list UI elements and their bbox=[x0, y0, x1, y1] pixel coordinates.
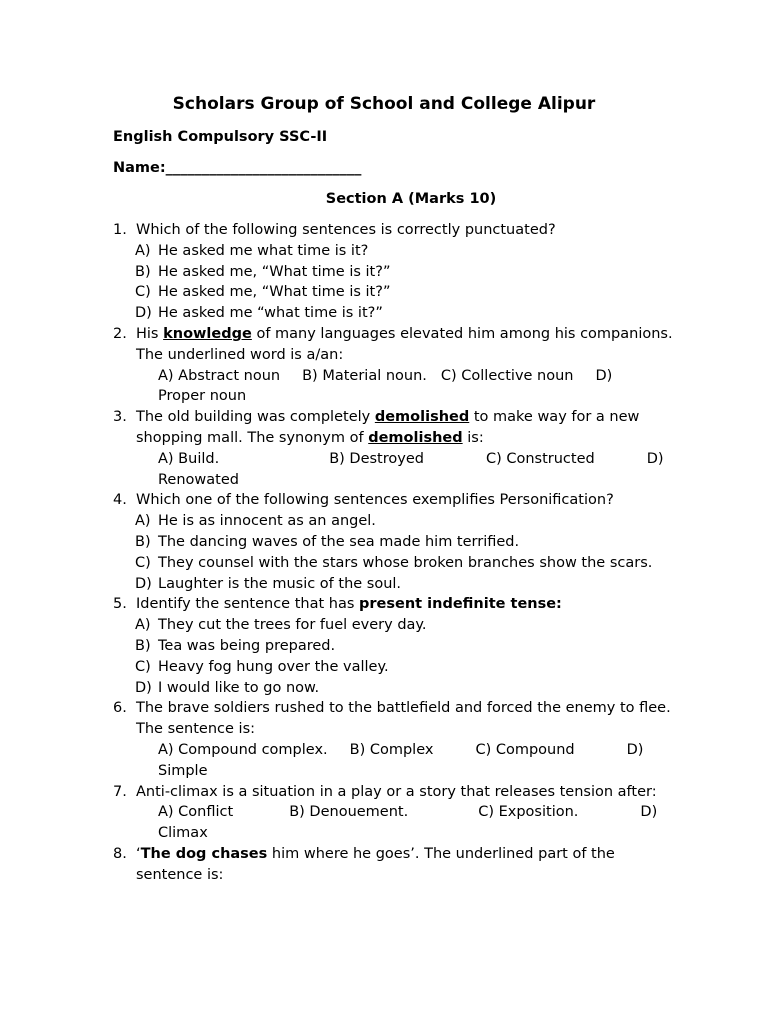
question-number: 4. bbox=[113, 492, 127, 509]
question-1 bbox=[113, 220, 683, 241]
option-b: B) Material noun. bbox=[302, 367, 427, 384]
subject-heading: English Compulsory SSC-II bbox=[113, 129, 328, 145]
option-d: D) bbox=[595, 367, 613, 384]
question-text-post: of many languages elevated him among his companions. The underlined word is a/an: bbox=[136, 325, 673, 363]
option-d-text: Renowated bbox=[158, 471, 239, 488]
option-letter: C) bbox=[135, 658, 151, 675]
question-7 bbox=[113, 782, 683, 803]
open-quote: ‘ bbox=[136, 845, 141, 862]
question-3 bbox=[113, 407, 683, 449]
option-letter: B) bbox=[135, 263, 151, 280]
option-d bbox=[135, 678, 683, 699]
option-a bbox=[135, 511, 683, 532]
school-title: Scholars Group of School and College Alipur bbox=[172, 94, 596, 114]
question-number: 2. bbox=[113, 325, 127, 342]
option-d bbox=[135, 574, 683, 595]
option-b: B) Denouement. bbox=[289, 804, 409, 821]
bold-phrase: The dog chases bbox=[140, 845, 268, 862]
name-label: Name: bbox=[113, 160, 166, 176]
option-letter: C) bbox=[135, 554, 151, 571]
question-number: 6. bbox=[113, 700, 127, 717]
options-q2 bbox=[135, 366, 683, 408]
options-q4 bbox=[135, 511, 683, 594]
option-text: Laughter is the music of the soul. bbox=[158, 575, 402, 592]
option-c bbox=[135, 282, 683, 303]
option-text: He asked me, “What time is it?” bbox=[158, 284, 391, 301]
option-c: C) Constructed bbox=[485, 450, 595, 467]
option-b: B) Complex bbox=[349, 741, 434, 758]
option-letter: D) bbox=[135, 305, 152, 322]
question-text: The brave soldiers rushed to the battlefield and forced the enemy to flee. The sentence is: bbox=[136, 700, 671, 738]
options-q7 bbox=[135, 802, 683, 844]
option-letter: B) bbox=[135, 533, 151, 550]
option-letter: A) bbox=[135, 617, 151, 634]
option-letter: D) bbox=[135, 679, 152, 696]
question-text: Anti-climax is a situation in a play or a story that releases tension after: bbox=[136, 783, 657, 800]
option-a: A) Compound complex. bbox=[158, 741, 328, 758]
options-q5 bbox=[135, 615, 683, 698]
option-a: A) Build. bbox=[158, 450, 220, 467]
question-text: Which one of the following sentences exemplifies Personification? bbox=[136, 492, 614, 509]
option-text: He asked me “what time is it?” bbox=[158, 305, 383, 322]
inline-options bbox=[135, 366, 683, 408]
option-letter: A) bbox=[135, 242, 151, 259]
question-text-pre: Identify the sentence that has bbox=[136, 596, 360, 613]
underlined-word: knowledge bbox=[163, 325, 252, 342]
options-q6 bbox=[135, 740, 683, 782]
option-text: He asked me, “What time is it?” bbox=[158, 263, 391, 280]
option-c: C) Exposition. bbox=[478, 804, 579, 821]
option-b: B) Destroyed bbox=[329, 450, 424, 467]
question-number: 8. bbox=[113, 845, 127, 862]
question-number: 3. bbox=[113, 409, 127, 426]
option-c: C) Collective noun bbox=[440, 367, 574, 384]
options-q3 bbox=[135, 449, 683, 491]
option-d-text: Simple bbox=[158, 762, 208, 779]
option-d: D) bbox=[640, 804, 658, 821]
option-d-text: Climax bbox=[158, 825, 208, 842]
option-letter: A) bbox=[135, 513, 151, 530]
option-text: The dancing waves of the sea made him terrified. bbox=[158, 533, 520, 550]
question-text-pre: His bbox=[136, 325, 164, 342]
name-line bbox=[113, 158, 361, 178]
question-number: 7. bbox=[113, 783, 127, 800]
option-text: They counsel with the stars whose broken branches show the scars. bbox=[158, 554, 653, 571]
option-letter: B) bbox=[135, 637, 151, 654]
question-text-post: him where he goes’. The underlined part of the sentence is: bbox=[136, 845, 615, 883]
option-letter: D) bbox=[135, 575, 152, 592]
option-a bbox=[135, 615, 683, 636]
option-d-text: Proper noun bbox=[158, 388, 247, 405]
underlined-word: demolished bbox=[374, 409, 470, 426]
option-b bbox=[135, 636, 683, 657]
inline-options bbox=[135, 449, 683, 491]
underlined-word-2: demolished bbox=[368, 429, 463, 446]
question-text: Which of the following sentences is correctly punctuated? bbox=[136, 222, 556, 238]
option-text: Heavy fog hung over the valley. bbox=[158, 658, 389, 675]
name-blank: ___________________________ bbox=[165, 160, 362, 176]
option-d: D) bbox=[626, 741, 644, 758]
option-b bbox=[135, 532, 683, 553]
option-a bbox=[135, 241, 683, 262]
question-8 bbox=[113, 844, 683, 886]
question-list bbox=[113, 220, 683, 886]
option-c bbox=[135, 657, 683, 678]
option-c: C) Compound bbox=[475, 741, 575, 758]
options-q1 bbox=[135, 241, 683, 324]
option-text: I would like to go now. bbox=[158, 679, 320, 696]
question-number: 5. bbox=[113, 596, 127, 613]
question-text-mid: to make way for a new shopping mall. The synonym of bbox=[136, 409, 640, 446]
question-6 bbox=[113, 698, 683, 740]
question-text-post: is: bbox=[462, 429, 484, 446]
option-c bbox=[135, 553, 683, 574]
option-text: He asked me what time is it? bbox=[158, 242, 369, 259]
question-5 bbox=[113, 594, 683, 615]
question-4 bbox=[113, 490, 683, 511]
option-text: He is as innocent as an angel. bbox=[158, 513, 376, 530]
option-d bbox=[135, 303, 683, 324]
section-heading: Section A (Marks 10) bbox=[325, 191, 497, 207]
inline-options bbox=[135, 802, 683, 844]
option-a: A) Abstract noun bbox=[158, 367, 281, 384]
question-text-pre: The old building was completely bbox=[136, 409, 375, 426]
question-number: 1. bbox=[113, 222, 127, 238]
option-text: Tea was being prepared. bbox=[158, 637, 336, 654]
option-d: D) bbox=[646, 450, 664, 467]
option-a: A) Conflict bbox=[158, 804, 234, 821]
option-b bbox=[135, 262, 683, 283]
question-2 bbox=[113, 324, 683, 366]
inline-options bbox=[135, 740, 683, 782]
option-text: They cut the trees for fuel every day. bbox=[158, 617, 427, 634]
option-letter: C) bbox=[135, 284, 151, 301]
bold-phrase: present indefinite tense: bbox=[359, 596, 562, 613]
